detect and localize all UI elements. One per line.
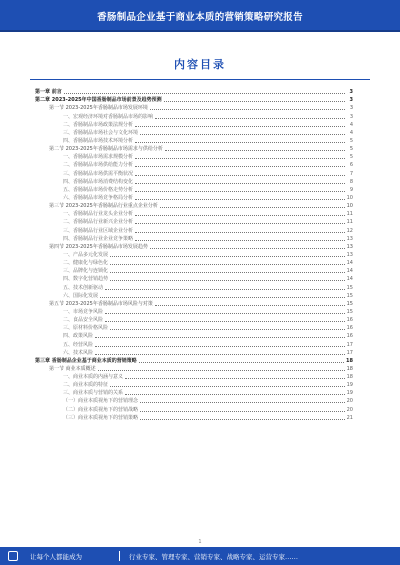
toc-entry-text: 三、香肠制品市场社会与文化环境 (63, 129, 139, 136)
toc-entry-text: 五、经营风险 (63, 341, 94, 348)
toc-entry-text: 三、原材料价格风险 (63, 325, 109, 332)
toc-leader-dots (140, 402, 345, 403)
toc-entry-page: 3 (349, 97, 353, 104)
toc-leader-dots (105, 313, 345, 314)
toc-entry-page: 12 (346, 227, 353, 234)
toc-entry[interactable] (35, 396, 353, 404)
toc-leader-dots (110, 329, 345, 330)
toc-entry-text: 一、商业本质的内涵与意义 (63, 374, 124, 381)
logo-mark-icon (8, 551, 18, 561)
toc-entry[interactable] (35, 413, 353, 421)
toc-leader-dots (135, 215, 345, 216)
toc-entry-text: 第三章 香肠制品企业基于商业本质的营销策略 (35, 357, 137, 364)
toc-leader-dots (125, 394, 345, 395)
toc-leader-dots (110, 386, 345, 387)
toc-leader-dots (110, 272, 345, 273)
toc-entry-text: 第三节 2023-2025年香肠制品行业重点企业分析 (49, 203, 158, 210)
toc-entry-page: 21 (346, 414, 353, 421)
toc-entry[interactable] (35, 128, 353, 136)
toc-leader-dots (64, 93, 345, 94)
toc-entry[interactable] (35, 250, 353, 258)
toc-leader-dots (150, 248, 345, 249)
toc-leader-dots (155, 118, 345, 119)
toc-entry[interactable] (35, 372, 353, 380)
toc-leader-dots (139, 362, 344, 363)
toc-entry-text: 一、香肠制品行业龙头企业分析 (63, 211, 134, 218)
toc-entry-page: 4 (349, 121, 353, 128)
toc-leader-dots (135, 126, 345, 127)
toc-divider (30, 79, 370, 80)
page-number: 1 (198, 539, 202, 545)
toc-leader-dots (135, 142, 345, 143)
toc-entry-page: 14 (346, 268, 353, 275)
toc-leader-dots (95, 337, 345, 338)
toc-leader-dots (110, 256, 345, 257)
toc-entry-page: 11 (346, 211, 353, 218)
toc-entry-page: 15 (346, 284, 353, 291)
page-footer (0, 547, 400, 565)
toc-entry-page: 18 (346, 374, 353, 381)
toc-entry[interactable] (35, 388, 353, 396)
toc-leader-dots (110, 280, 345, 281)
toc-leader-dots (135, 175, 345, 176)
toc-leader-dots (135, 166, 345, 167)
toc-entry-page: 15 (346, 300, 353, 307)
toc-entry-text: 第二章 2023-2025年中国香肠制品市场前景及趋势预测 (35, 97, 162, 104)
toc-entry[interactable] (35, 177, 353, 185)
toc-entry-text: 四、香肠制品市场消费结构变化 (63, 178, 134, 185)
toc-leader-dots (135, 191, 345, 192)
toc-entry-page: 20 (346, 406, 353, 413)
toc-entry-text: 一、市场竞争风险 (63, 308, 104, 315)
toc-entry[interactable] (35, 266, 353, 274)
toc-entry[interactable] (35, 307, 353, 315)
toc-entry-text: 三、商业本质与营销的关系 (63, 390, 124, 397)
toc-leader-dots (155, 305, 345, 306)
toc-entry-page: 15 (346, 308, 353, 315)
header-divider (0, 30, 400, 32)
toc-heading: 内容目录 (174, 58, 226, 71)
toc-entry-text: 第一节 商业本质概述 (49, 365, 96, 372)
toc-entry-text: 四、政策风险 (63, 333, 94, 340)
toc-leader-dots (135, 183, 345, 184)
toc-entry-text: 第一节 2023-2025年香肠制品市场发展环境 (49, 105, 148, 112)
toc-entry-text: （一）商业本质视角下的营销理念 (63, 398, 139, 405)
toc-entry[interactable] (35, 331, 353, 339)
toc-leader-dots (135, 240, 345, 241)
toc-entry-text: 六、技术风险 (63, 349, 94, 356)
toc-entry-page: 16 (346, 333, 353, 340)
toc-leader-dots (105, 321, 345, 322)
toc-entry-page: 3 (349, 113, 353, 120)
toc-leader-dots (135, 199, 345, 200)
toc-entry-page: 10 (346, 203, 353, 210)
toc-entry-text: 三、品牌化与连锁化 (63, 268, 109, 275)
toc-entry-page: 17 (346, 349, 353, 356)
toc-leader-dots (135, 158, 345, 159)
toc-entry[interactable] (35, 315, 353, 323)
toc-entry-text: 一、产品多元化发展 (63, 251, 109, 258)
toc-entry[interactable] (35, 348, 353, 356)
toc-entry-text: 五、香肠制品市场价格走势分析 (63, 186, 134, 193)
toc-leader-dots (135, 223, 345, 224)
toc-leader-dots (140, 411, 345, 412)
toc-entry-page: 8 (349, 178, 353, 185)
toc-entry[interactable] (35, 356, 353, 364)
toc-entry-page: 15 (346, 292, 353, 299)
toc-entry-page: 11 (346, 219, 353, 226)
toc-entry-page: 10 (346, 194, 353, 201)
toc-entry[interactable] (35, 364, 353, 372)
toc-leader-dots (95, 346, 345, 347)
footer-experts: 行业专家、管理专家、营销专家、战略专家、运营专家…… (129, 553, 298, 561)
table-of-contents (35, 87, 353, 421)
page-header (0, 0, 400, 30)
toc-entry[interactable] (35, 404, 353, 412)
toc-entry[interactable] (35, 209, 353, 217)
toc-entry[interactable] (35, 95, 353, 103)
footer-separator (119, 551, 120, 561)
toc-entry[interactable] (35, 217, 353, 225)
toc-entry[interactable] (35, 201, 353, 209)
toc-entry-text: 四、数字化营销趋势 (63, 276, 109, 283)
toc-entry[interactable] (35, 185, 353, 193)
toc-entry-page: 20 (346, 398, 353, 405)
toc-entry-page: 13 (346, 251, 353, 258)
toc-entry[interactable] (35, 258, 353, 266)
toc-entry-page: 16 (346, 317, 353, 324)
toc-leader-dots (135, 232, 345, 233)
toc-entry[interactable] (35, 111, 353, 119)
toc-entry-page: 6 (349, 162, 353, 169)
toc-entry-text: 四、香肠制品市场技术环境分析 (63, 137, 134, 144)
toc-entry[interactable] (35, 323, 353, 331)
toc-entry-page: 4 (349, 129, 353, 136)
toc-entry-page: 16 (346, 325, 353, 332)
toc-leader-dots (105, 289, 345, 290)
toc-entry[interactable] (35, 193, 353, 201)
toc-entry[interactable] (35, 225, 353, 233)
toc-entry-text: 第四节 2023-2025年香肠制品市场发展趋势 (49, 243, 148, 250)
toc-entry-text: 六、香肠制品市场竞争格局分析 (63, 194, 134, 201)
toc-entry-page: 18 (346, 357, 353, 364)
toc-entry-text: 一、香肠制品市场需求规模分析 (63, 154, 134, 161)
toc-entry-page: 19 (346, 382, 353, 389)
toc-entry[interactable] (35, 168, 353, 176)
toc-leader-dots (98, 370, 345, 371)
toc-leader-dots (140, 134, 345, 135)
toc-entry-page: 5 (349, 137, 353, 144)
toc-entry-page: 18 (346, 365, 353, 372)
toc-entry-text: 二、健康化与绿色化 (63, 260, 109, 267)
footer-slogan: 让每个人都能成为 (30, 553, 82, 561)
toc-entry-text: 一、宏观经济环境对香肠制品市场的影响 (63, 113, 154, 120)
toc-entry-text: 二、食品安全风险 (63, 317, 104, 324)
toc-leader-dots (110, 264, 345, 265)
toc-entry[interactable] (35, 339, 353, 347)
toc-entry[interactable] (35, 234, 353, 242)
toc-entry[interactable] (35, 299, 353, 307)
toc-entry[interactable] (35, 291, 353, 299)
toc-entry-page: 14 (346, 276, 353, 283)
toc-entry[interactable] (35, 282, 353, 290)
toc-entry-text: 第二节 2023-2025年香肠制品市场需求与供给分析 (49, 146, 163, 153)
toc-entry-page: 13 (346, 243, 353, 250)
report-title: 香肠制品企业基于商业本质的营销策略研究报告 (97, 12, 303, 23)
toc-entry-page: 9 (349, 186, 353, 193)
toc-entry[interactable] (35, 152, 353, 160)
toc-entry-text: 四、香肠制品行业企业竞争策略 (63, 235, 134, 242)
toc-entry-text: （二）商业本质视角下的营销战略 (63, 406, 139, 413)
toc-entry[interactable] (35, 136, 353, 144)
toc-entry-page: 14 (346, 260, 353, 267)
toc-entry-text: 三、香肠制品行业区域企业分析 (63, 227, 134, 234)
toc-entry-text: 二、香肠制品市场供给能力分析 (63, 162, 134, 169)
toc-entry-page: 7 (349, 170, 353, 177)
toc-entry-text: 二、香肠制品市场政策法规分析 (63, 121, 134, 128)
toc-entry[interactable] (35, 144, 353, 152)
toc-entry[interactable] (35, 242, 353, 250)
toc-entry-text: 二、商业本质的特征 (63, 382, 109, 389)
toc-entry-text: 五、技术创新驱动 (63, 284, 104, 291)
toc-entry-page: 3 (349, 105, 353, 112)
toc-leader-dots (164, 101, 345, 102)
toc-leader-dots (125, 378, 345, 379)
toc-entry[interactable] (35, 160, 353, 168)
toc-entry[interactable] (35, 103, 353, 111)
toc-leader-dots (150, 109, 345, 110)
toc-leader-dots (160, 207, 345, 208)
toc-entry-text: 三、香肠制品市场供需平衡状况 (63, 170, 134, 177)
toc-leader-dots (140, 419, 345, 420)
toc-entry-text: 二、香肠制品行业新兴企业分析 (63, 219, 134, 226)
toc-entry-page: 17 (346, 341, 353, 348)
toc-entry-page: 5 (349, 146, 353, 153)
toc-entry-text: 六、国际化发展 (63, 292, 99, 299)
toc-leader-dots (95, 354, 345, 355)
toc-entry-page: 13 (346, 235, 353, 242)
toc-entry[interactable] (35, 87, 353, 95)
toc-leader-dots (100, 297, 345, 298)
toc-entry-text: 第五节 2023-2025年香肠制品市场风险与对策 (49, 300, 153, 307)
toc-entry-page: 19 (346, 390, 353, 397)
toc-leader-dots (165, 150, 345, 151)
toc-entry-page: 5 (349, 154, 353, 161)
toc-entry[interactable] (35, 380, 353, 388)
toc-entry-text: （三）商业本质视角下的营销策略 (63, 414, 139, 421)
toc-entry-page: 3 (349, 89, 353, 96)
toc-entry[interactable] (35, 120, 353, 128)
toc-entry[interactable] (35, 274, 353, 282)
toc-entry-text: 第一章 前言 (35, 89, 62, 96)
